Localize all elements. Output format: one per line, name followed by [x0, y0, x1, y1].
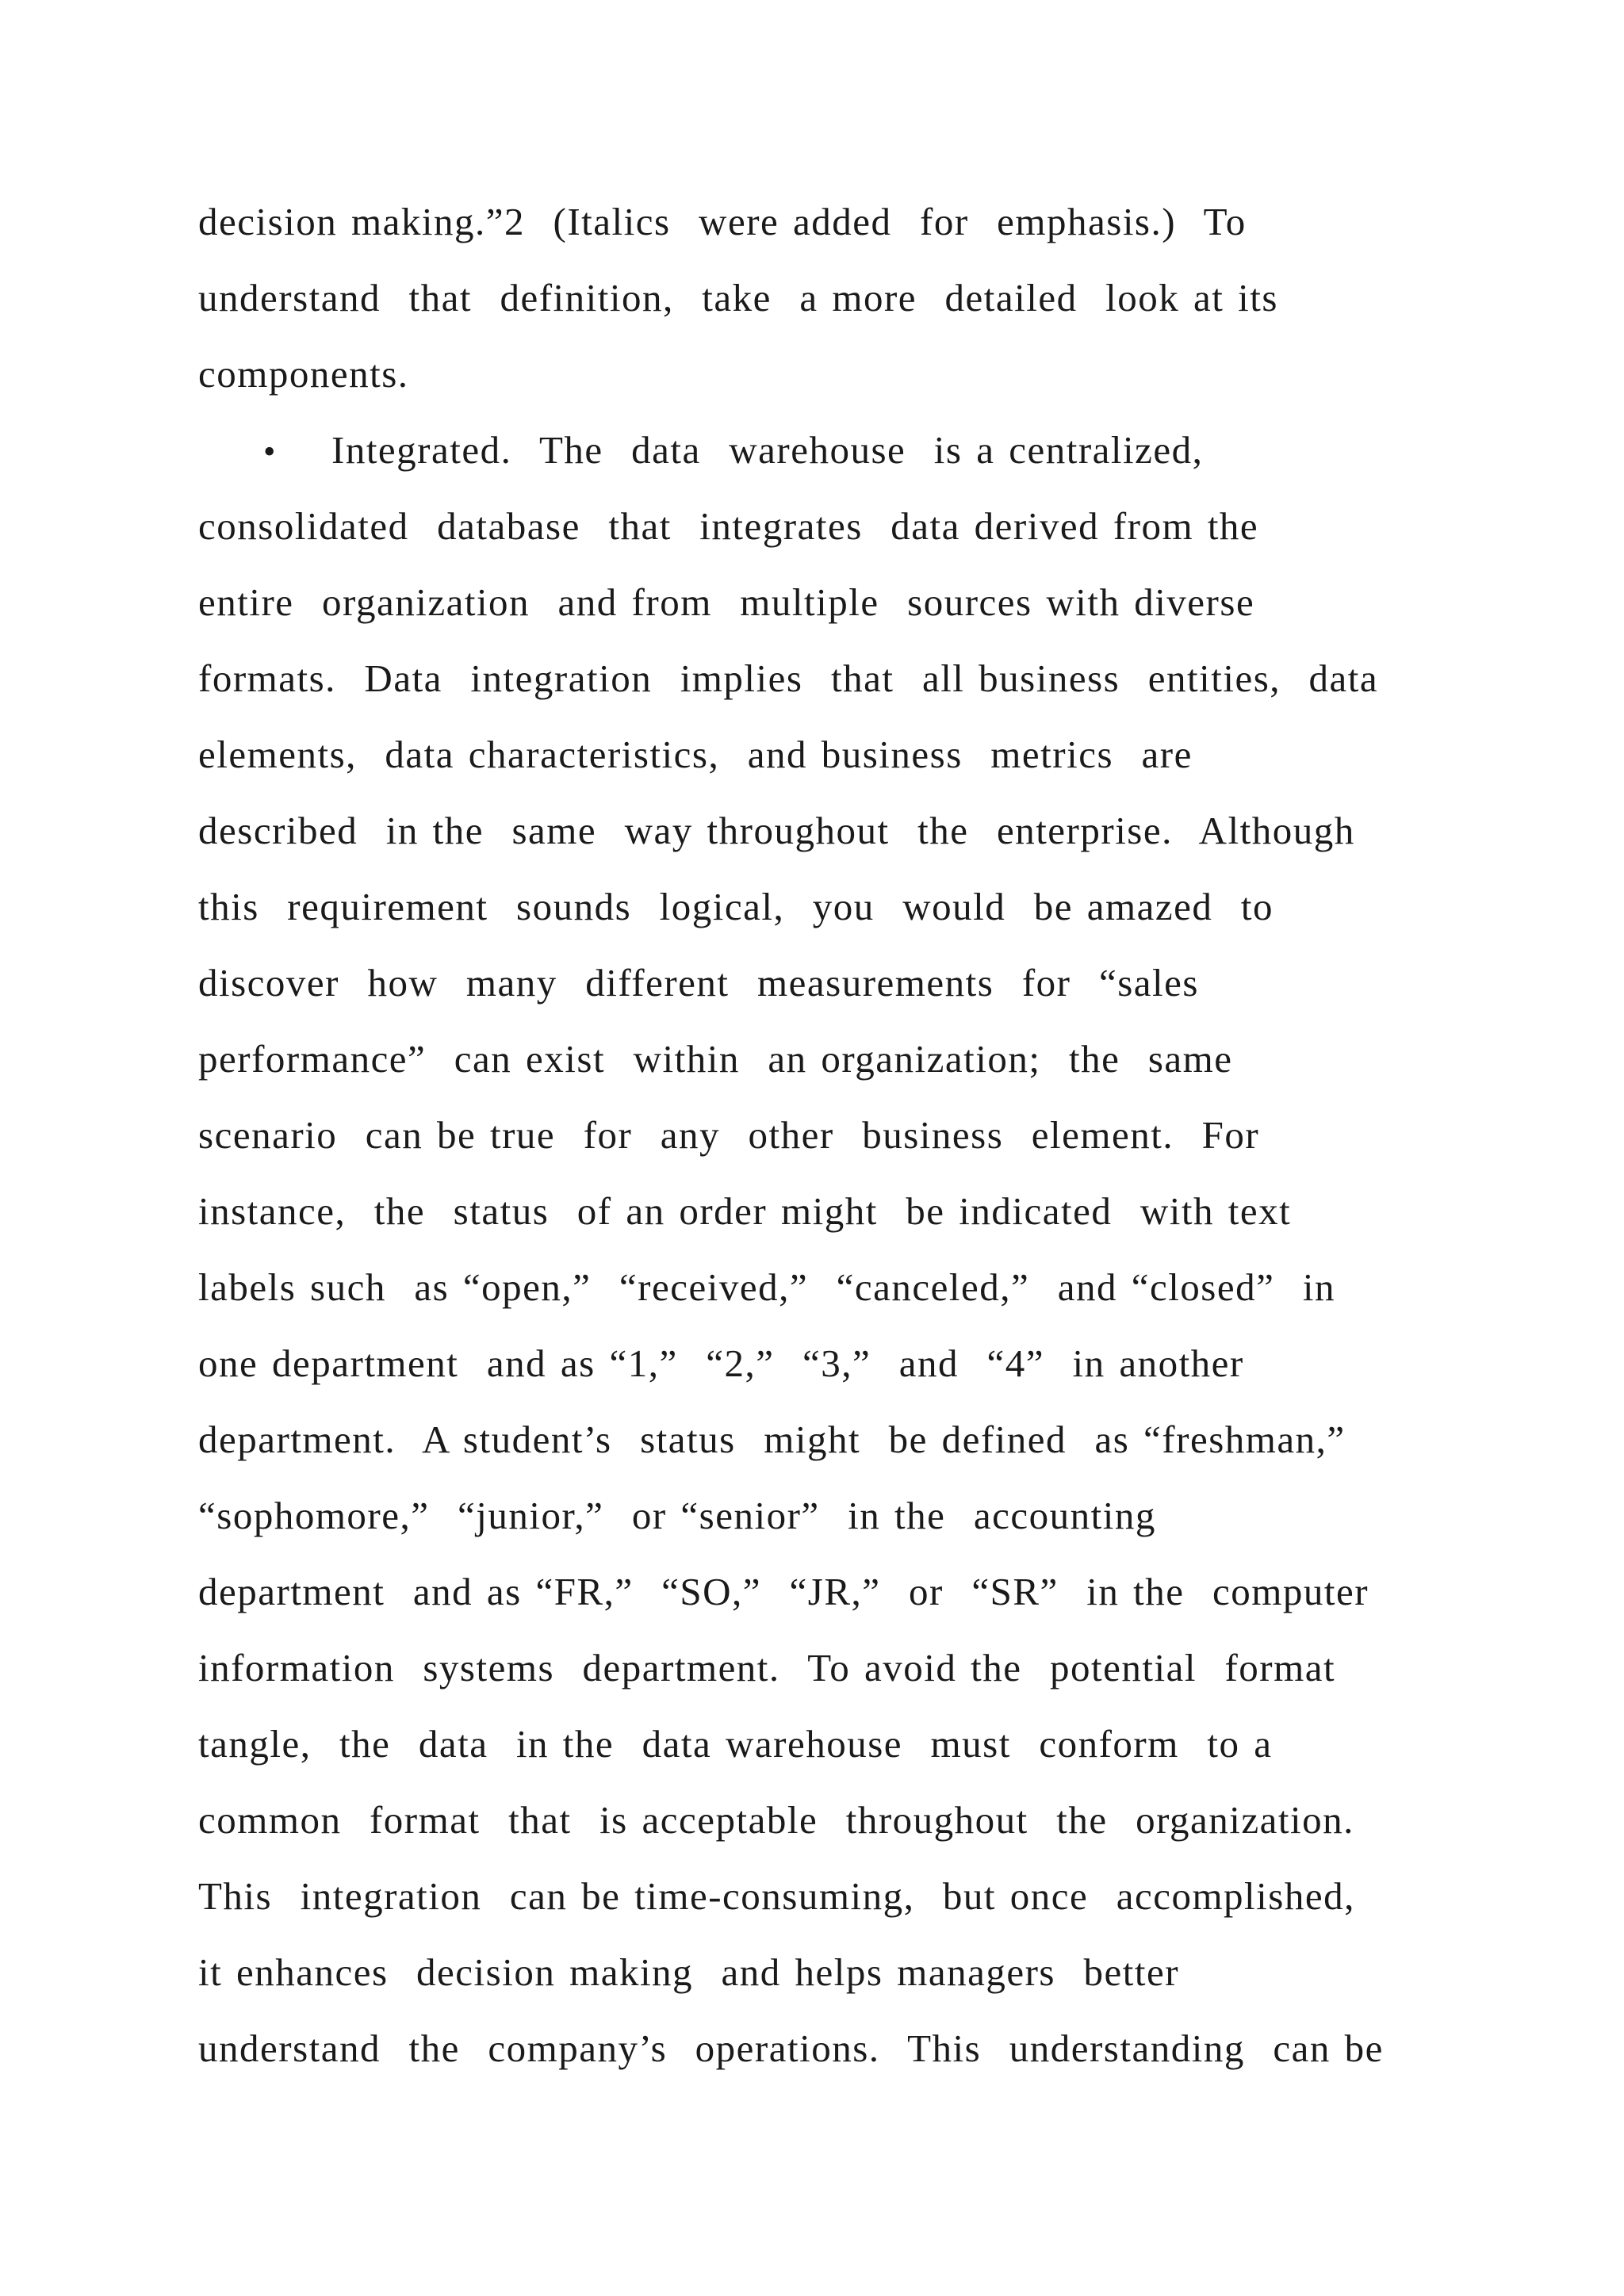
text-line-20: information systems department. To avoid the potential format: [198, 1646, 1336, 1689]
text-line-14: instance, the status of an order might be indicated with text: [198, 1189, 1292, 1233]
text-line-4: Integrated. The data warehouse is a centralized,: [331, 428, 1204, 472]
text-line-15: labels such as “open,” “received,” “canceled,” and “closed” in: [198, 1265, 1335, 1309]
text-line-23: This integration can be time-consuming, but once accomplished,: [198, 1874, 1355, 1918]
text-line-13: scenario can be true for any other business element. For: [198, 1113, 1260, 1157]
text-line-19: department and as “FR,” “SO,” “JR,” or “SR” in the computer: [198, 1570, 1369, 1613]
text-line-17: department. A student’s status might be defined as “freshman,”: [198, 1418, 1346, 1461]
text-line-6: entire organization and from multiple sources with diverse: [198, 580, 1255, 624]
bullet-icon: •: [263, 432, 276, 471]
text-line-5: consolidated database that integrates data derived from the: [198, 504, 1259, 548]
text-line-3: components.: [198, 352, 409, 396]
text-line-21: tangle, the data in the data warehouse must conform to a: [198, 1722, 1273, 1766]
text-line-18: “sophomore,” “junior,” or “senior” in the accounting: [198, 1494, 1156, 1537]
text-line-9: described in the same way throughout the enterprise. Although: [198, 809, 1355, 852]
text-line-16: one department and as “1,” “2,” “3,” and “4” in another: [198, 1341, 1244, 1385]
text-line-7: formats. Data integration implies that all business entities, data: [198, 656, 1379, 700]
text-line-25: understand the company’s operations. This understanding can be: [198, 2026, 1384, 2070]
text-line-10: this requirement sounds logical, you would be amazed to: [198, 885, 1274, 928]
text-line-8: elements, data characteristics, and business metrics are: [198, 733, 1193, 776]
text-line-22: common format that is acceptable throughout the organization.: [198, 1798, 1354, 1842]
text-line-11: discover how many different measurements for “sales: [198, 961, 1199, 1004]
text-line-2: understand that definition, take a more detailed look at its: [198, 276, 1278, 320]
text-line-24: it enhances decision making and helps managers better: [198, 1950, 1180, 1994]
text-line-1: decision making.”2 (Italics were added for emphasis.) To: [198, 200, 1247, 243]
text-line-12: performance” can exist within an organization; the same: [198, 1037, 1233, 1081]
